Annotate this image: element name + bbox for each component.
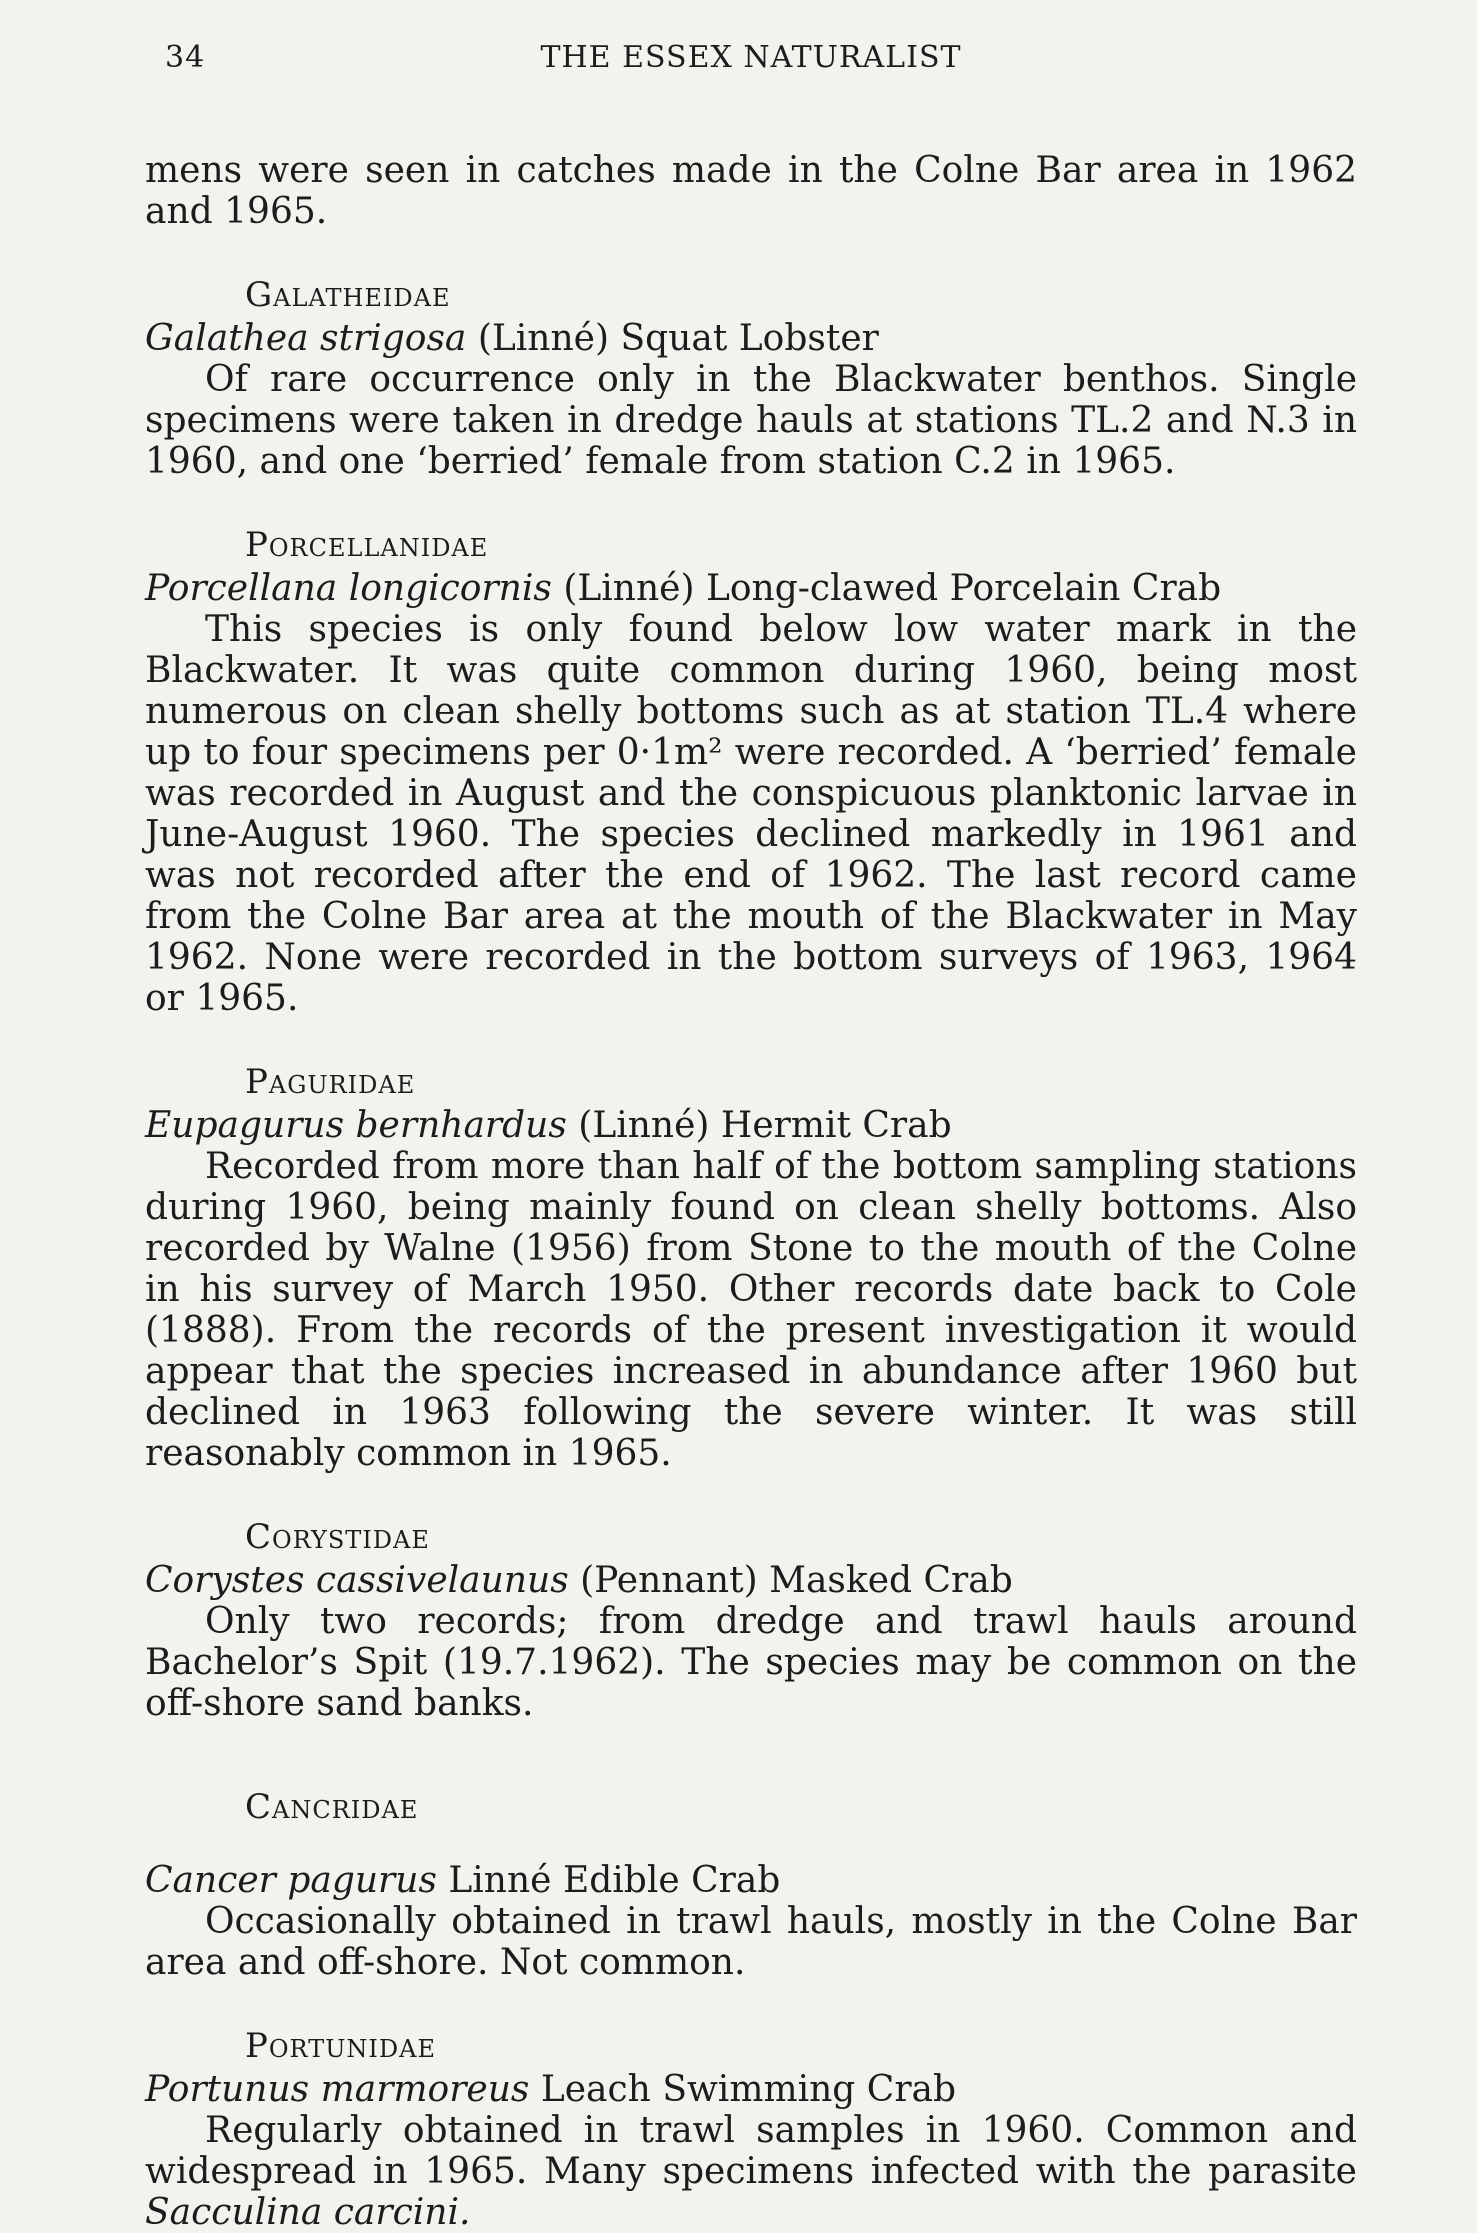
species-authority: Leach	[540, 2069, 651, 2110]
species-description: This species is only found below low water mark in the Blackwater. It was quite common during 1960, being most numerous on clean shelly bottoms such as at station TL.4 where up to four specimens per 0·1m² were recorded. A ‘berried’ female was recorded in August and the conspicuous planktonic larvae in June-August 1960. The species declined markedly in 1961 and was not recorded after the end of 1962. The last record came from the Colne Bar area at the mouth of the Blackwater in May 1962. None were recorded in the bottom surveys of 1963, 1964 or 1965.	[145, 609, 1357, 1019]
species-line	[145, 1560, 1357, 1601]
species-common-name: Long-clawed Porcelain Crab	[705, 568, 1222, 609]
species-common-name: Squat Lobster	[620, 318, 879, 359]
species-common-name: Hermit Crab	[720, 1105, 952, 1146]
species-description	[145, 2110, 1357, 2233]
species-line	[145, 2069, 1357, 2110]
species-authority: Linné	[448, 1860, 552, 1901]
species-latin-name: Porcellana longicornis	[145, 568, 552, 609]
species-authority: (Pennant)	[580, 1560, 758, 1601]
species-latin-name: Cancer pagurus	[145, 1860, 437, 1901]
species-description: Of rare occurrence only in the Blackwater benthos. Single specimens were taken in dredge hauls at stations TL.2 and N.3 in 1960, and one ‘berried’ female from station C.2 in 1965.	[145, 359, 1357, 482]
family-heading: Corystidae	[245, 1517, 430, 1557]
species-latin-name: Eupagurus bernhardus	[145, 1105, 567, 1146]
species-line	[145, 318, 1357, 359]
species-latin-name: Corystes cassivelaunus	[145, 1560, 569, 1601]
article-body	[145, 150, 1357, 2233]
species-description: Recorded from more than half of the bottom sampling stations during 1960, being mainly found on clean shelly bottoms. Also recorded by Walne (1956) from Stone to the mouth of the Colne in his survey of March 1950. Other records date back to Cole (1888). From the records of the present investigation it would appear that the species increased in abundance after 1960 but declined in 1963 following the severe winter. It was still reasonably common in 1965.	[145, 1146, 1357, 1474]
page-number: 34	[165, 40, 206, 75]
family-heading: Portunidae	[245, 2026, 437, 2066]
family-heading: Cancridae	[245, 1787, 419, 1827]
species-authority: (Linné)	[578, 1105, 710, 1146]
species-line	[145, 1860, 1357, 1901]
species-description: Only two records; from dredge and trawl hauls around Bachelor’s Spit (19.7.1962). The species may be common on the off-shore sand banks.	[145, 1601, 1357, 1724]
species-latin-name: Galathea strigosa	[145, 318, 467, 359]
species-line	[145, 568, 1357, 609]
continued-paragraph: mens were seen in catches made in the Colne Bar area in 1962 and 1965.	[145, 150, 1357, 232]
species-common-name: Edible Crab	[562, 1860, 781, 1901]
species-description: Occasionally obtained in trawl hauls, mostly in the Colne Bar area and off-shore. Not common.	[145, 1901, 1357, 1983]
running-head	[145, 38, 1357, 78]
species-authority: (Linné)	[563, 568, 695, 609]
parasite-latin-name: Sacculina carcini.	[145, 2192, 471, 2233]
species-authority: (Linné)	[477, 318, 610, 359]
family-heading: Paguridae	[245, 1062, 416, 1102]
species-common-name: Masked Crab	[769, 1560, 1013, 1601]
species-line	[145, 1105, 1357, 1146]
species-description-text: Regularly obtained in trawl samples in 1960. Common and widespread in 1965. Many specimens infected with the parasite	[145, 2110, 1357, 2192]
journal-title: THE ESSEX NATURALIST	[540, 40, 962, 75]
family-heading: Porcellanidae	[245, 525, 489, 565]
species-latin-name: Portunus marmoreus	[145, 2069, 530, 2110]
family-heading: Galatheidae	[245, 275, 451, 315]
species-common-name: Swimming Crab	[662, 2069, 957, 2110]
